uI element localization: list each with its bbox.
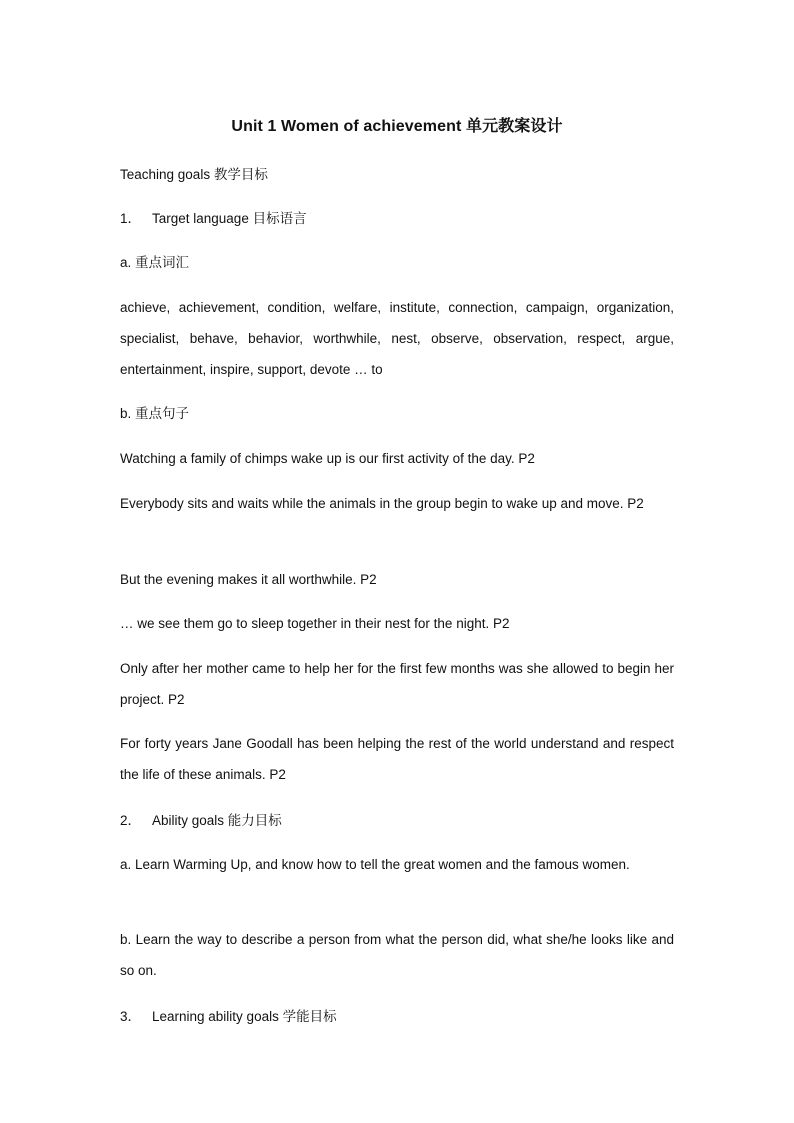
key-sentence-4: … we see them go to sleep together in their nest for the night. P2 xyxy=(120,616,510,631)
section-1-number: 1． xyxy=(120,211,142,226)
key-sentence-2: Everybody sits and waits while the animals in the group begin to wake up and move. P2 xyxy=(120,496,644,511)
key-sentence-5: Only after her mother came to help her for the first few months was she allowed to begin her project. P2 xyxy=(120,661,674,707)
ability-goal-a: a. Learn Warming Up, and know how to tell the great women and the famous women. xyxy=(120,857,630,872)
section-2-number: 2． xyxy=(120,813,142,828)
key-sentence-6: For forty years Jane Goodall has been helping the rest of the world understand and respect the life of these animals. P2 xyxy=(120,736,674,782)
section-3-label: Learning ability goals 学能目标 xyxy=(152,1009,337,1024)
section-3-heading xyxy=(120,1001,674,1032)
section-1-heading xyxy=(120,203,674,234)
section-3-number: 3． xyxy=(120,1009,142,1024)
teaching-goals-heading: Teaching goals 教学目标 xyxy=(120,167,268,182)
section-2-heading xyxy=(120,805,674,836)
document-title: Unit 1 Women of achievement 单元教案设计 xyxy=(231,118,563,135)
section-2-label: Ability goals 能力目标 xyxy=(152,813,282,828)
ability-goal-b: b. Learn the way to describe a person from what the person did, what she/he looks like and so on. xyxy=(120,932,674,978)
section-1-label: Target language 目标语言 xyxy=(152,211,307,226)
vocabulary-list: achieve, achievement, condition, welfare, institute, connection, campaign, organization, specialist, behave, behavior, worthwhile, nest, observe, observation, respect, argue, entertainment, inspire, support, devote … to xyxy=(120,300,674,377)
key-sentence-1: Watching a family of chimps wake up is our first activity of the day. P2 xyxy=(120,451,535,466)
key-sentence-3: But the evening makes it all worthwhile. P2 xyxy=(120,572,377,587)
sub-heading-a: a. 重点词汇 xyxy=(120,255,190,270)
sub-heading-b: b. 重点句子 xyxy=(120,406,190,421)
